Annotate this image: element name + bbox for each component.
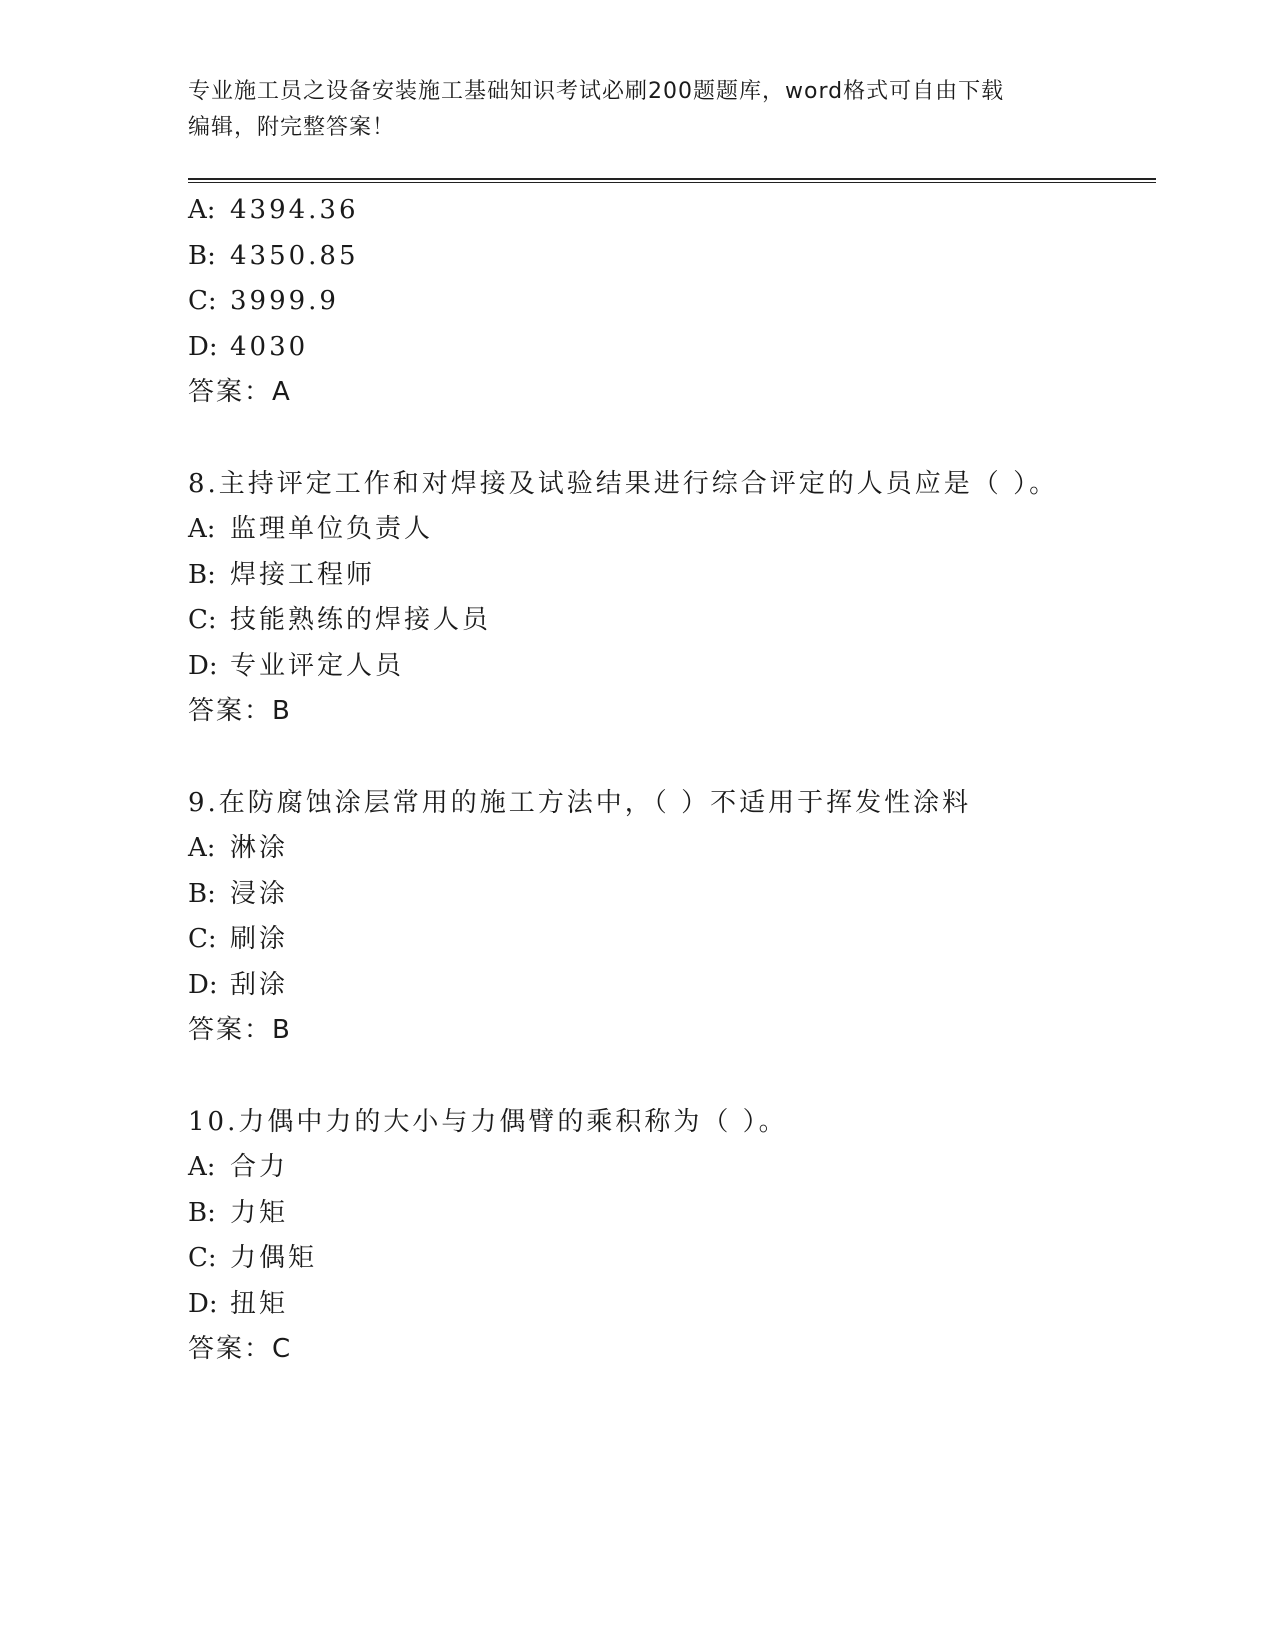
question-9: [188, 781, 1148, 1054]
option-c: C: 刷涂: [188, 924, 289, 954]
option-a: A: 监理单位负责人: [188, 514, 434, 544]
header-line-1: 专业施工员之设备安装施工基础知识考试必刷200题题库，word格式可自由下载: [188, 79, 1005, 104]
option-a: A: 淋涂: [188, 833, 289, 863]
option-b: B: 力矩: [188, 1197, 289, 1228]
option-c: C: 力偶矩: [188, 1243, 318, 1273]
spacer: [188, 1054, 1148, 1100]
answer: 答案：A: [188, 377, 292, 407]
question-text: 9.在防腐蚀涂层常用的施工方法中，（ ）不适用于挥发性涂料: [188, 787, 972, 818]
question-text: 8.主持评定工作和对焊接及试验结果进行综合评定的人员应是（ ）。: [188, 468, 1059, 499]
question-list: [188, 188, 1148, 1373]
option-b: B: 4350.85: [188, 240, 359, 271]
option-d: D: 4030: [188, 331, 309, 362]
answer: 答案：B: [188, 1015, 292, 1045]
question-8: [188, 462, 1148, 735]
option-a: A: 4394.36: [188, 195, 359, 225]
option-c: C: 3999.9: [188, 286, 339, 316]
question-10: [188, 1100, 1148, 1373]
option-b: B: 浸涂: [188, 878, 289, 909]
question-7: [188, 188, 1148, 416]
option-d: D: 刮涂: [188, 969, 289, 1000]
answer: 答案：C: [188, 1334, 293, 1364]
spacer: [188, 416, 1148, 462]
option-d: D: 专业评定人员: [188, 650, 405, 681]
option-c: C: 技能熟练的焊接人员: [188, 605, 492, 635]
spacer: [188, 735, 1148, 781]
header-line-2: 编辑，附完整答案！: [188, 115, 396, 140]
option-b: B: 焊接工程师: [188, 559, 376, 590]
document-header: [188, 74, 1088, 146]
header-divider-thin: [188, 182, 1156, 183]
answer: 答案：B: [188, 696, 292, 726]
question-text: 10.力偶中力的大小与力偶臂的乘积称为（ ）。: [188, 1106, 788, 1137]
header-divider: [188, 178, 1156, 180]
option-a: A: 合力: [188, 1152, 289, 1182]
option-d: D: 扭矩: [188, 1288, 289, 1319]
